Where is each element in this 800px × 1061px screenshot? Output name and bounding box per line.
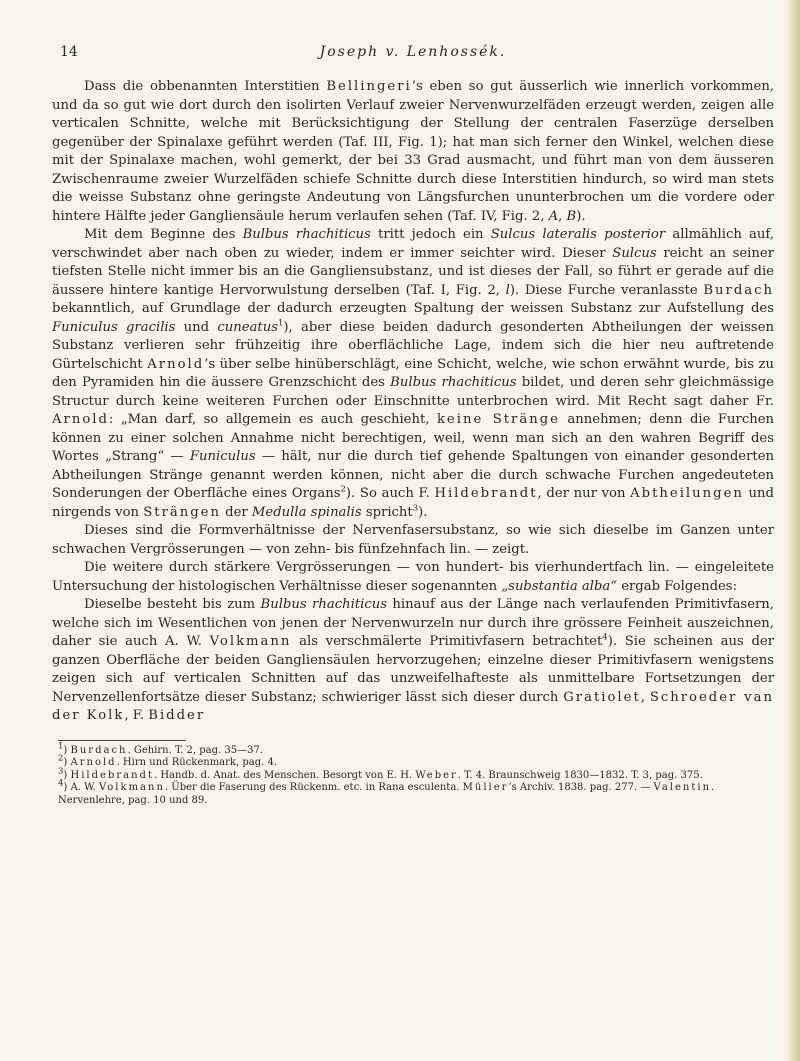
page-header: [52, 44, 774, 70]
page-number: 14: [60, 44, 78, 60]
page-edge-shadow: [786, 0, 800, 1061]
book-page: [52, 44, 774, 807]
footnote-ref: 3: [412, 503, 419, 514]
footnote-ref: 4: [602, 632, 608, 643]
paragraph-4: Die weitere durch stärkere Vergrösserungen — von hundert- bis vierhundertfach lin. — eingeleitete Untersuchung der histologischen Verhältnisse dieser sogenannten „substantia alba“ ergab Folgendes:: [52, 560, 774, 594]
paragraph-5: Dieselbe besteht bis zum Bulbus rhachiticus hinauf aus der Länge nach verlaufenden Primitivfasern, welche sich im Wesentlichen von jenen der Nervenwurzeln nur durch ihre grössere Feinheit auszeichnen, daher sie auch A. W. Volkmann als verschmälerte Primitivfasern betrachtet$^4$). Sie scheinen aus der ganzen Oberfläche der beiden Gangliensäulen hervorzugehen; einzelne dieser Primitivfasern wenigstens zeigen sich auf verticalen Schnitten auf das unzweifelhafteste als unmittelbare Fortsetzungen der Nervenzellenfortsätze dieser Substanz; schwieriger lässt sich dieser durch Gratiolet, Schroeder van der Kolk, F. Bidder: [52, 597, 775, 723]
footnote-divider: [58, 740, 186, 741]
footnote-1: $^1$) Burdach. Gehirn. T. 2, pag. 35—37.: [58, 741, 264, 756]
paragraph-2: Mit dem Beginne des Bulbus rhachiticus tritt jedoch ein Sulcus lateralis posterior allmählich auf, verschwindet aber nach oben zu wieder, indem er immer seichter wird. Dieser Sulcus reicht an seiner tiefsten Stelle nicht immer bis an die Gangliensubstanz, und ist dieses der Fall, so führt er gerade auf die äussere hintere kantige Hervorwulstung derselben (Taf. I, Fig. 2, l). Diese Furche veranlasste Burdach bekanntlich, auf Grundlage der dadurch erzeugten Spaltung der weissen Substanz zur Aufstellung des Funiculus gracilis und cuneatus$^1$), aber diese beiden dadurch gesonderten Abtheilungen der weissen Substanz verlieren sehr frühzeitig ihre oberflächliche Lage, indem sich die hier neu auftretende Gürtelschicht Arnold’s über selbe hinüberschlägt, eine Schicht, welche, wie schon erwähnt wurde, bis zu den Pyramiden hin die äussere Grenzschicht des Bulbus rhachiticus bildet, und deren sehr gleichmässige Structur durch keine weiteren Furchen oder Einschnitte unterbrochen wird. Mit Recht sagt daher Fr. Arnold: „Man darf, so allgemein es auch geschieht, keine Stränge annehmen; denn die Furchen können zu einer solchen Annahme nicht berechtigen, weil, wenn man sich an den wahren Begriff des Wortes „Strang“ — Funiculus — hält, nur die durch tief gehende Spaltungen von einander gesonderten Abtheilungen Stränge genannt werden können, nicht aber die durch schwache Furchen angedeuteten Sonderungen der Oberfläche eines Organs$^2$). So auch F. Hildebrandt, der nur von Abtheilungen und nirgends von Strängen der Medulla spinalis spricht$^3$).: [52, 227, 775, 520]
footnote-2: $^2$) Arnold. Hirn und Rückenmark, pag. 4.: [58, 753, 278, 768]
footnotes: [52, 741, 774, 808]
running-head: Joseph v. Lenhossék.: [319, 44, 507, 60]
footnote-ref: 1: [277, 318, 284, 329]
footnote-3: $^3$) Hildebrandt. Handb. d. Anat. des Menschen. Besorgt von E. H. Weber. T. 4. Braunschweig 1830—1832. T. 3, pag. 375.: [58, 766, 703, 781]
paragraph-3: Dieses sind die Formverhältnisse der Nervenfasersubstanz, so wie sich dieselbe im Ganzen unter schwachen Vergrösserungen — von zehn- bis fünfzehnfach lin. — zeigt.: [52, 523, 774, 557]
footnote-ref: 2: [340, 484, 346, 495]
main-text: [52, 78, 774, 726]
footnote-4: $^4$) A. W. Volkmann. Über die Faserung des Rückenm. etc. in Rana esculenta. Müller’s Archiv. 1838. pag. 277. — Valentin. Nervenlehre, pag. 10 und 89.: [58, 778, 715, 806]
paragraph-1: Dass die obbenannten Interstitien Bellingeri’s eben so gut äusserlich wie innerlich vorkommen, und da so gut wie dort durch den isolirten Verlauf zweier Nervenwurzelfäden erzeugt werden, zeigen alle verticalen Schnitte, welche mit Berücksichtigung der Stellung der centralen Faserzüge derselben gegenüber der Spinalaxe geführt werden (Taf. III, Fig. 1); hat man sich ferner den Winkel, welchen diese mit der Spinalaxe machen, wohl gemerkt, der bei 33 Grad ausmacht, und führt man von dem äusseren Zwischenraume zweier Wurzelfäden schiefe Schnitte durch diese Interstitien hindurch, so wird man stets die weisse Substanz ohne geringste Andeutung von Längsfurchen ununterbrochen um die vordere oder hintere Hälfte jeder Gangliensäule herum verlaufen sehen (Taf. IV, Fig. 2, A, B).: [52, 79, 774, 224]
